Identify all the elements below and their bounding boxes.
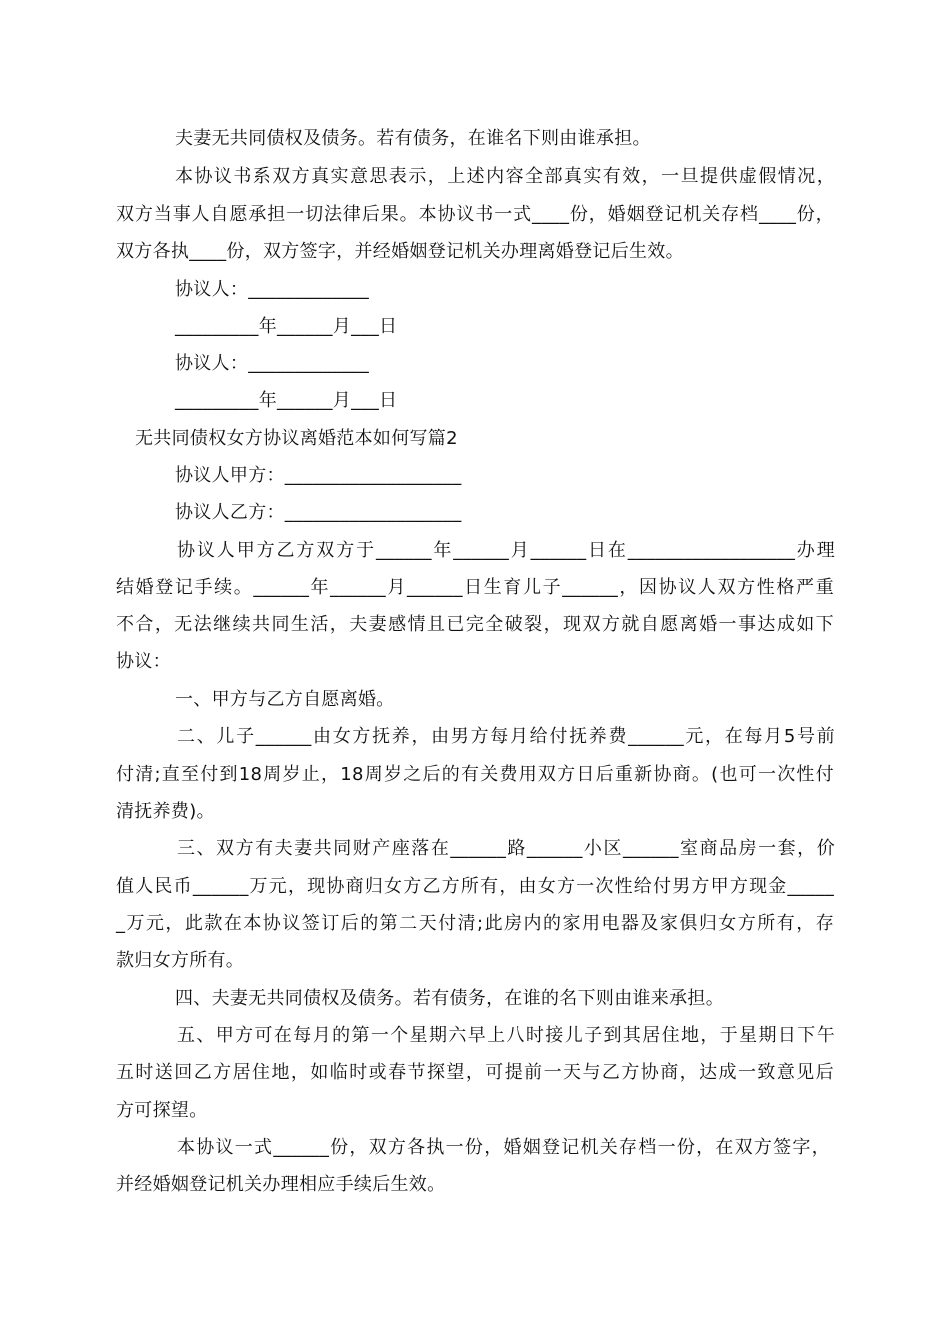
- text-line: 夫妻无共同债权及债务。若有债务，在谁名下则由谁承担。: [175, 128, 651, 149]
- text-line: 结婚登记手续。______年______月______日生育儿子______，因协议人双方性格严重: [116, 577, 834, 598]
- text-line: _万元，此款在本协议签订后的第二天付清;此房内的家用电器及家俱归女方所有，存: [116, 913, 834, 934]
- signature-line: 协议人：_____________: [175, 353, 370, 374]
- text-line: 五时送回乙方居住地，如临时或春节探望，可提前一天与乙方协商，达成一致意见后: [116, 1062, 834, 1083]
- text-line: 三、双方有夫妻共同财产座落在______路______小区______室商品房一套，价: [177, 838, 835, 859]
- text-line: 值人民币______万元，现协商归女方乙方所有，由女方一次性给付男方甲方现金_____: [116, 876, 834, 897]
- text-line: 付清;直至付到18周岁止，18周岁之后的有关费用双方日后重新协商。(也可一次性付: [116, 764, 834, 785]
- party-line: 协议人甲方：___________________: [175, 465, 462, 486]
- text-line: 双方当事人自愿承担一切法律后果。本协议书一式____份，婚姻登记机关存档____份，: [116, 204, 834, 225]
- text-line: 本协议一式______份，双方各执一份，婚姻登记机关存档一份，在双方签字，: [177, 1137, 830, 1158]
- text-line: 二、儿子______由女方抚养，由男方每月给付抚养费______元，在每月5号前: [177, 726, 835, 747]
- text-line: 并经婚姻登记机关办理相应手续后生效。: [116, 1174, 446, 1195]
- text-line: 双方各执____份，双方签字，并经婚姻登记机关办理离婚登记后生效。: [116, 241, 684, 262]
- text-line: 清抚养费)。: [116, 801, 215, 822]
- text-line: 协议：: [116, 651, 171, 672]
- signature-line: 协议人：_____________: [175, 279, 370, 300]
- text-line: 协议人甲方乙方双方于______年______月______日在__________________办理: [177, 540, 835, 561]
- text-line: 一、甲方与乙方自愿离婚。: [175, 689, 395, 710]
- text-line: 四、夫妻无共同债权及债务。若有债务，在谁的名下则由谁来承担。: [175, 988, 724, 1009]
- date-line: _________年______月___日: [175, 316, 398, 337]
- party-line: 协议人乙方：___________________: [175, 502, 462, 523]
- date-line: _________年______月___日: [175, 390, 398, 411]
- section-heading: 无共同债权女方协议离婚范本如何写篇2: [135, 428, 458, 449]
- text-line: 方可探望。: [116, 1100, 208, 1121]
- text-line: 不合，无法继续共同生活，夫妻感情且已完全破裂，现双方就自愿离婚一事达成如下: [116, 614, 834, 635]
- text-line: 款归女方所有。: [116, 950, 245, 971]
- text-line: 本协议书系双方真实意思表示，上述内容全部真实有效，一旦提供虚假情况，: [175, 166, 835, 187]
- text-line: 五、甲方可在每月的第一个星期六早上八时接儿子到其居住地，于星期日下午: [177, 1025, 835, 1046]
